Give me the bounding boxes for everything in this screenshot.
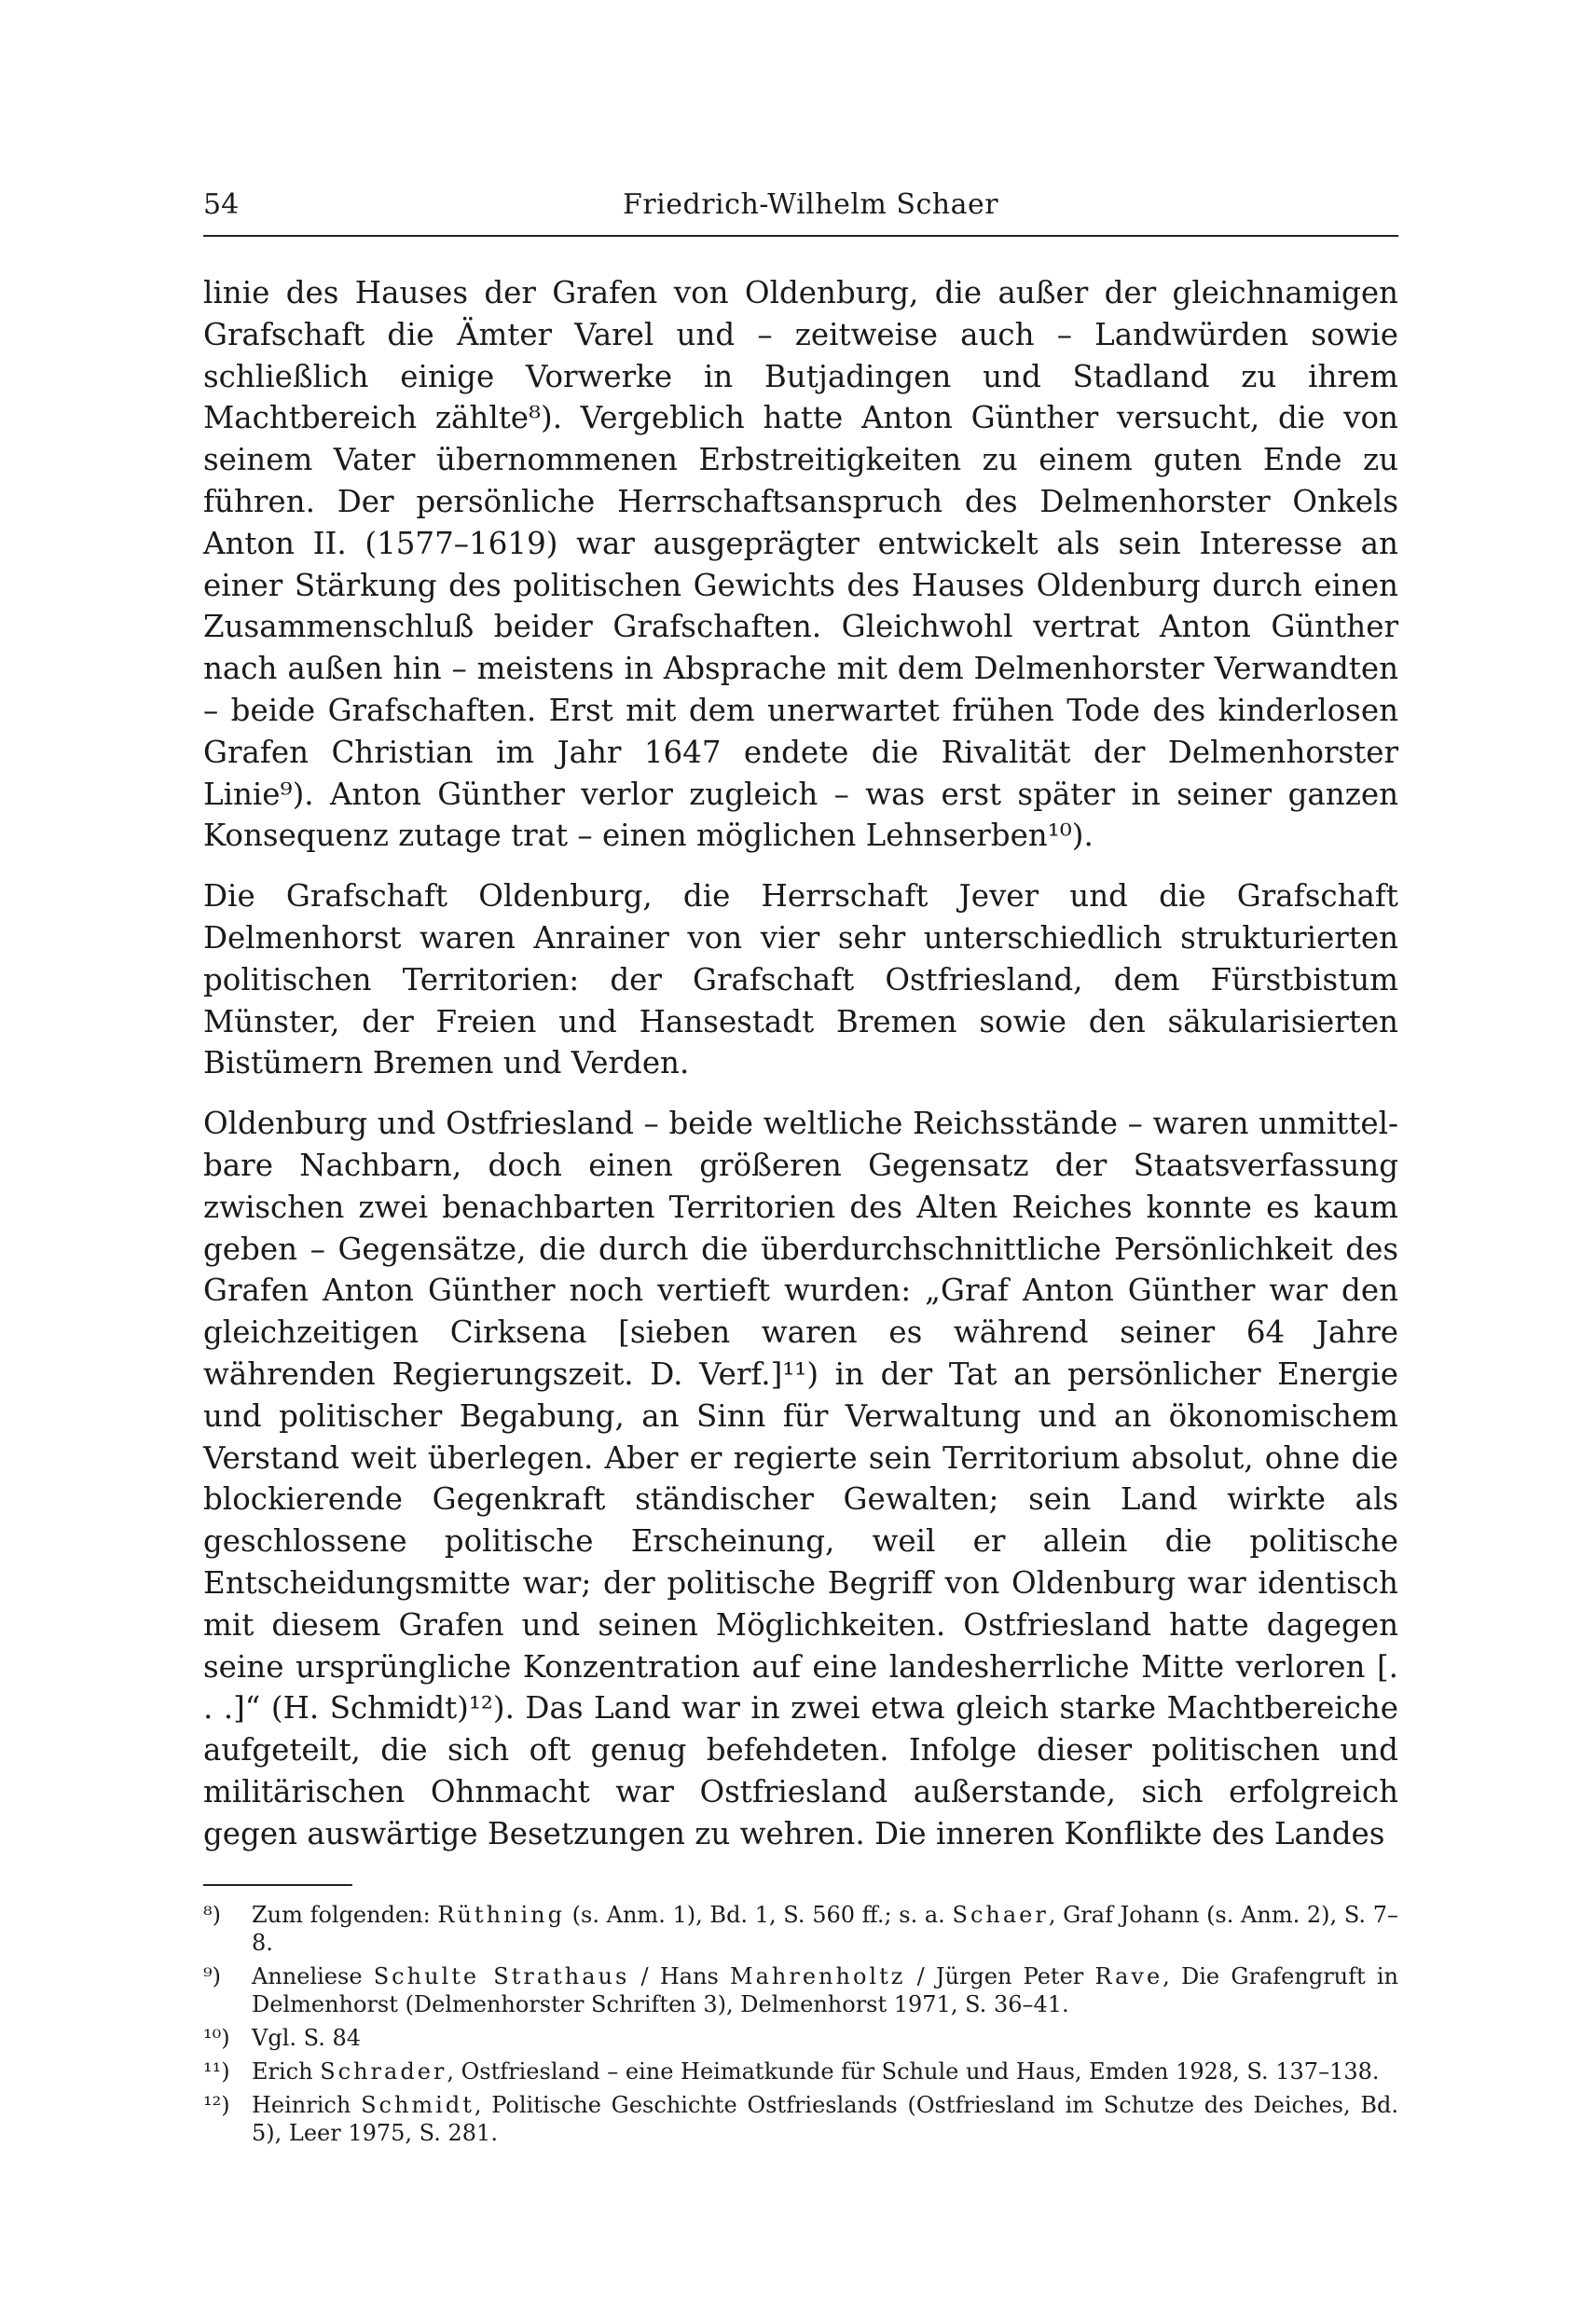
footnote-text: Vgl. S. 84 (252, 2025, 362, 2052)
page-number: 54 (203, 188, 240, 221)
footnote-10 (203, 2024, 1398, 2052)
author-name: Schmidt (361, 2092, 475, 2119)
footnote-text: Erich (252, 2058, 321, 2085)
header-rule (203, 235, 1398, 237)
footnote-text: / Hans (629, 1963, 731, 1990)
footnote-rule (203, 1884, 352, 1886)
footnote-12 (203, 2091, 1398, 2147)
footnote-text: Anneliese (252, 1963, 374, 1990)
footnote-9 (203, 1962, 1398, 2018)
footnote-text: , Politische Geschichte Ostfrieslands (Ostfriesland im Schutze des Deiches, Bd. 5), Leer 1975, S. 281. (252, 2092, 1398, 2147)
footnote-text: (s. Anm. 1), Bd. 1, S. 560 ff.; s. a. (564, 1902, 953, 1929)
footnote-text: , Graf Johann (s. Anm. 2), S. 7–8. (252, 1902, 1398, 1957)
footnote-text: Zum folgenden: (252, 1902, 438, 1929)
author-name: Rave (1094, 1963, 1163, 1990)
footnotes (203, 1901, 1398, 2147)
footnote-11 (203, 2057, 1398, 2085)
footnote-8 (203, 1901, 1398, 1957)
footnote-mark: ⁹) (203, 1963, 221, 1990)
footnote-mark: ¹⁰) (203, 2025, 230, 2052)
footnote-text: , Ostfriesland – eine Heimatkunde für Schule und Haus, Emden 1928, S. 137–138. (447, 2058, 1380, 2085)
running-title: Friedrich-Wilhelm Schaer (623, 188, 999, 221)
author-name: Rüthning (437, 1902, 565, 1929)
author-name: Schrader (320, 2058, 447, 2085)
paragraph: Oldenburg und Ostfriesland – beide weltliche Reichsstände – waren unmittelbare Nachbarn, doch einen größeren Gegensatz der Staatsverfassung zwischen zwei benachbarten Territorien des Alten Reiches konnte es kaum geben – Gegensätze, die durch die überdurchschnittliche Persönlichkeit des Grafen Anton Günther noch vertieft wurden: „Graf Anton Günther war den gleichzeitigen Cirksena [sieben waren es während seiner 64 Jahre währenden Regierungszeit. D. Verf.]¹¹) in der Tat an persönlicher Energie und politischer Begabung, an Sinn für Verwaltung und an ökonomischem Verstand weit überlegen. Aber er regierte sein Territorium absolut, ohne die blockierende Gegenkraft ständischer Gewalten; sein Land wirkte als geschlossene politische Erscheinung, weil er allein die politische Entscheidungsmitte war; der politische Begriff von Oldenburg war identisch mit diesem Grafen und seinen Möglichkeiten. Ostfriesland hatte dagegen seine ursprüngliche Konzentration auf eine landesherrliche Mitte verloren [. . .]“ (H. Schmidt)¹²). Das Land war in zwei etwa gleich starke Machtbereiche aufgeteilt, die sich oft genug befehdeten. Infolge dieser politischen und militärischen Ohnmacht war Ostfriesland außerstande, sich erfolgreich gegen auswärtige Besetzungen zu wehren. Die inneren Konflikte des Landes (203, 1106, 1398, 1851)
footnote-text: Heinrich (252, 2092, 362, 2119)
author-name: Mahrenholtz (730, 1963, 906, 1990)
footnote-mark: ⁸) (203, 1902, 221, 1929)
author-name: Schulte Strathaus (373, 1963, 630, 1990)
book-page (203, 186, 1398, 2153)
paragraph: Die Grafschaft Oldenburg, die Herrschaft Jever und die Grafschaft Delmenhorst waren Anrainer von vier sehr unterschiedlich strukturierten politischen Territorien: der Grafschaft Ostfriesland, dem Fürstbistum Münster, der Freien und Hansestadt Bremen sowie den säkularisierten Bistümern Bremen und Verden. (203, 878, 1398, 1081)
footnote-text: , Die Grafengruft in Delmenhorst (Delmenhorster Schriften 3), Delmenhorst 1971, S. 36–41. (252, 1963, 1398, 2018)
footnote-mark: ¹¹) (203, 2058, 230, 2085)
body-text (203, 272, 1398, 1854)
author-name: Schaer (952, 1902, 1049, 1929)
footnote-mark: ¹²) (203, 2092, 230, 2119)
footnote-text: / Jürgen Peter (905, 1963, 1095, 1990)
paragraph: linie des Hauses der Grafen von Oldenburg, die außer der gleichnamigen Grafschaft die Ämter Varel und – zeitweise auch – Landwürden sowie schließlich einige Vorwerke in Butjadingen und Stadland zu ihrem Machtbereich zählte⁸). Vergeblich hatte Anton Günther versucht, die von seinem Vater übernommenen Erbstreitigkeiten zu einem guten Ende zu führen. Der persönliche Herrschaftsanspruch des Delmenhorster Onkels Anton II. (1577–1619) war ausgeprägter entwickelt als sein Interesse an einer Stärkung des politischen Gewichts des Hauses Oldenburg durch einen Zusammenschluß beider Grafschaften. Gleichwohl vertrat Anton Günther nach außen hin – meistens in Absprache mit dem Delmenhorster Verwandten – beide Grafschaften. Erst mit dem unerwartet frühen Tode des kinderlosen Grafen Christian im Jahr 1647 endete die Rivalität der Delmenhorster Linie⁹). Anton Günther verlor zugleich – was erst später in seiner ganzen Konsequenz zutage trat – einen möglichen Lehnserben¹⁰). (203, 275, 1398, 854)
running-head (203, 186, 1398, 235)
